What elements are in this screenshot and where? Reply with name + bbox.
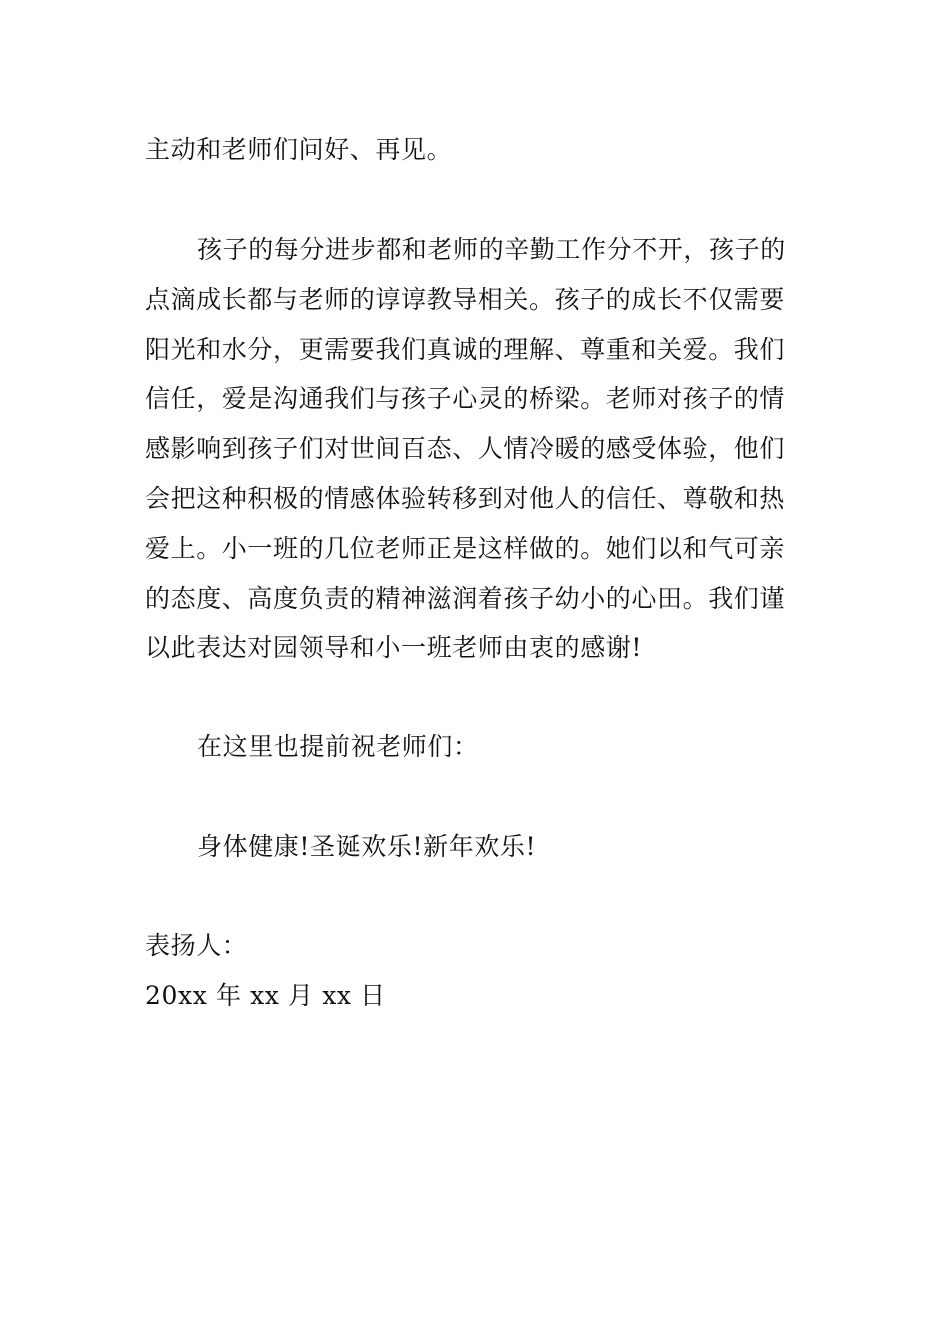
paragraph-line: 以此表达对园领导和小一班老师由衷的感谢! [145, 633, 643, 662]
wish-intro: 在这里也提前祝老师们： [197, 732, 479, 761]
paragraph-line: 阳光和水分，更需要我们真诚的理解、尊重和关爱。我们 [145, 335, 786, 364]
paragraph-line: 孩子的每分进步都和老师的辛勤工作分不开，孩子的 [197, 235, 786, 264]
intro-tail-line: 主动和老师们问好、再见。 [145, 135, 453, 164]
paragraph-line: 信任，爱是沟通我们与孩子心灵的桥梁。老师对孩子的情 [145, 384, 786, 413]
paragraph-line: 的态度、高度负责的精神滋润着孩子幼小的心田。我们谨 [145, 584, 786, 613]
paragraph-line: 会把这种积极的情感体验转移到对他人的信任、尊敬和热 [145, 484, 786, 513]
wishes-line: 身体健康!圣诞欢乐!新年欢乐! [197, 832, 537, 861]
paragraph-line: 爱上。小一班的几位老师正是这样做的。她们以和气可亲 [145, 534, 786, 563]
paragraph-line: 感影响到孩子们对世间百态、人情冷暖的感受体验，他们 [145, 434, 786, 463]
signature-label: 表扬人： [145, 931, 248, 960]
date-line: 20xx 年 xx 月 xx 日 [145, 981, 386, 1010]
paragraph-line: 点滴成长都与老师的谆谆教导相关。孩子的成长不仅需要 [145, 285, 786, 314]
